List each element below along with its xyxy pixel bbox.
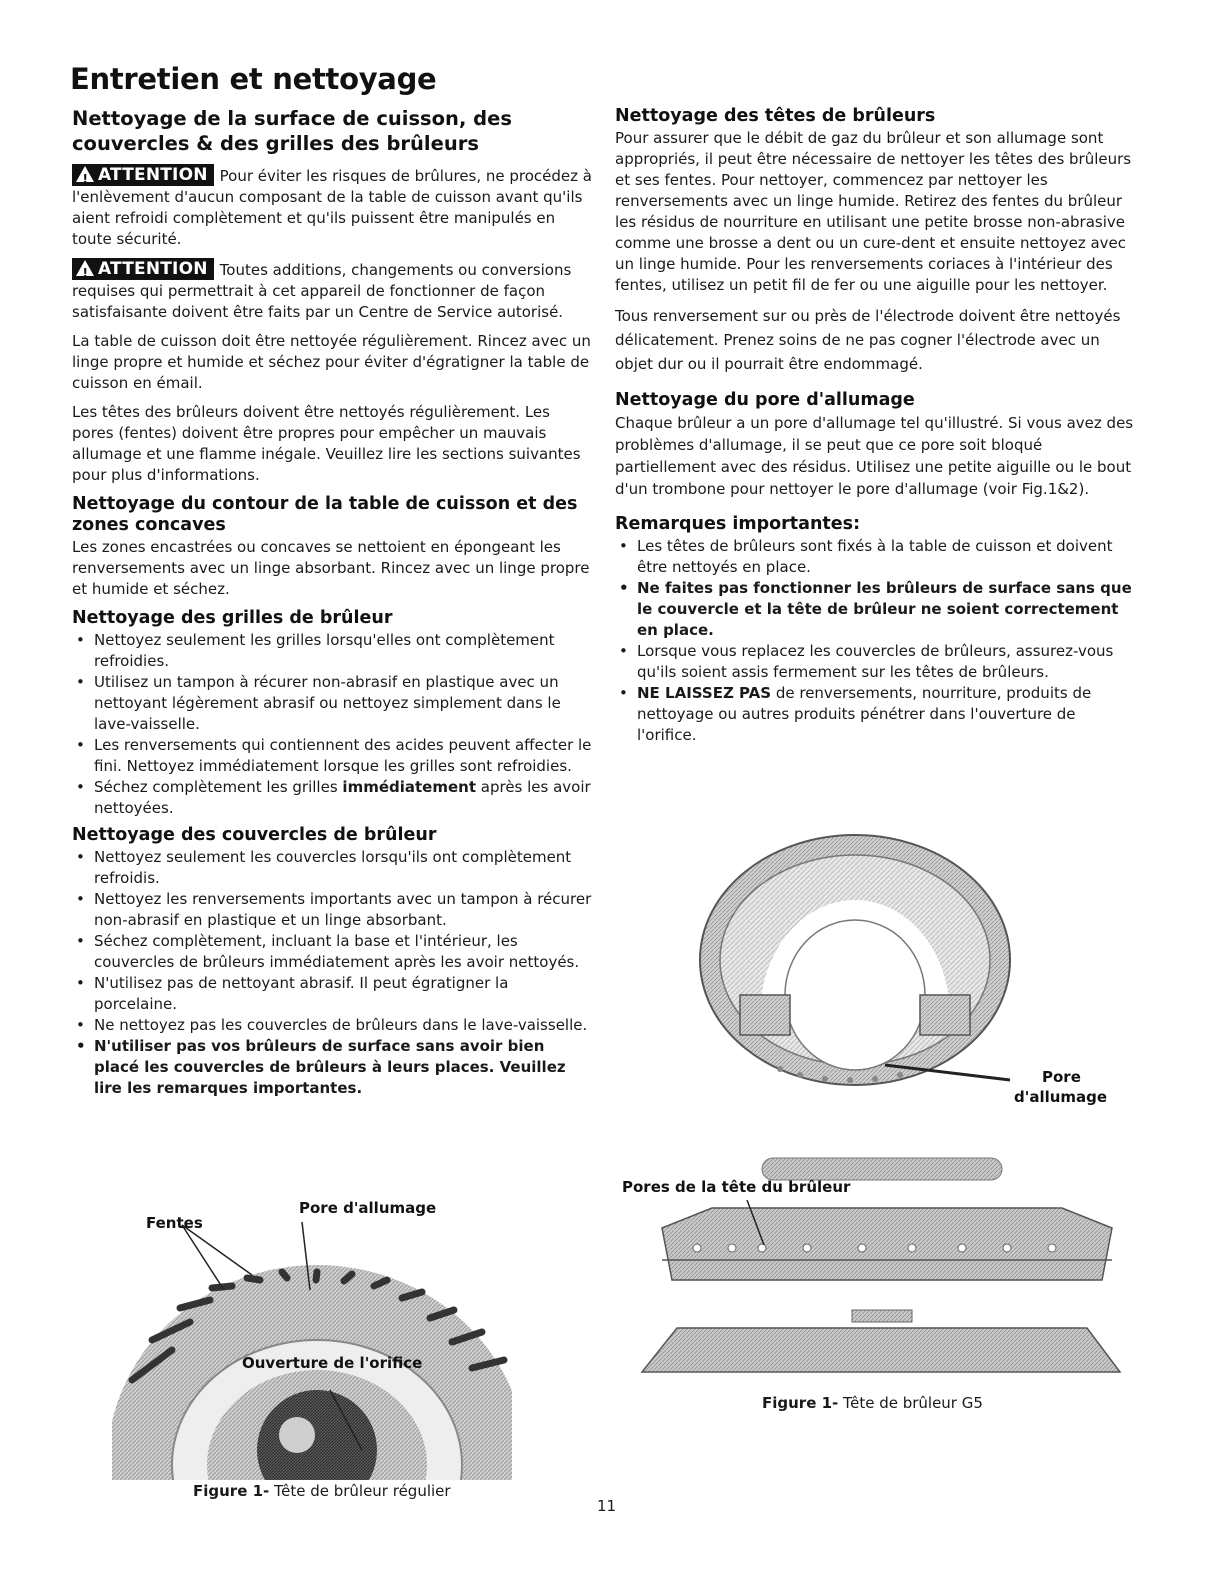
list-item: • Les renversements qui contiennent des acides peuvent affecter le fini. Nettoyez immédiatement lorsque les grilles sont refroidies. [72,735,594,777]
remarques-heading: Remarques importantes: [615,514,861,534]
list-item: • Nettoyez seulement les couvercles lorsqu'ils ont complètement refroidis. [72,847,594,889]
list-item: • NE LAISSEZ PAS de renversements, nourriture, produits de nettoyage ou autres produits pénétrer dans l'ouverture de l'orifice. [615,683,1135,746]
contour-heading: Nettoyage du contour de la table de cuisson et des zones concaves [72,494,578,535]
warning-icon [76,260,94,276]
attention-paragraph-1: !ATTENTION Pour éviter les risques de brûlures, ne procédez à l'enlèvement d'aucun composant de la table de cuisson avant qu'ils aient refroidi complètement et qu'ils puissent être manipulés en toute sécurité. [72,164,594,250]
pores-tete-label: Pores de la tête du brûleur [622,1178,851,1196]
grilles-list [72,630,594,819]
ouverture-label: Ouverture de l'orifice [242,1354,423,1372]
list-item: • Utilisez un tampon à récurer non-abrasif en plastique avec un nettoyant légèrement abrasif ou nettoyez simplement dans le lave-vaisselle. [72,672,594,735]
tetes-heading: Nettoyage des têtes de brûleurs [615,106,936,126]
grilles-heading: Nettoyage des grilles de brûleur [72,608,393,628]
list-item: • Séchez complètement, incluant la base et l'intérieur, les couvercles de brûleurs immédiatement après les avoir nettoyés. [72,931,594,973]
attention-badge: !ATTENTION [72,164,214,186]
tetes-text: Pour assurer que le débit de gaz du brûleur et son allumage sont appropriés, il peut être nécessaire de nettoyer les têtes des brûleurs et ses fentes. Pour nettoyer, commencez par nettoyer les renversements avec un linge humide. Retirez des fentes du brûleur les résidus de nourriture en utilisant une petite brosse non-abrasive comme une brosse a dent ou un cure-dent et ensuite nettoyez avec un linge humide. Pour les renversements coriaces à l'intérieur des fentes, utilisez un petit fil de fer ou une aiguille pour les nettoyer. [615,129,1132,294]
left-column [72,106,594,1105]
list-item: • Ne faites pas fonctionner les brûleurs de surface sans que le couvercle et la tête de brûleur ne soient correctement en place. [615,578,1135,641]
pore-heading: Nettoyage du pore d'allumage [615,390,915,410]
section-heading: Nettoyage de la surface de cuisson, des couvercles & des grilles des brûleurs [72,107,512,155]
list-item: • Nettoyez seulement les grilles lorsqu'elles ont complètement refroidies. [72,630,594,672]
list-item: • N'utilisez pas de nettoyant abrasif. Il peut égratigner la porcelaine. [72,973,594,1015]
paragraph-cleaning: La table de cuisson doit être nettoyée régulièrement. Rincez avec un linge propre et humide et séchez pour éviter d'égratigner la table de cuisson en émail. [72,332,591,392]
couvercles-heading: Nettoyage des couvercles de brûleur [72,825,437,845]
attention-badge: !ATTENTION [72,258,214,280]
list-item: • Les têtes de brûleurs sont fixés à la table de cuisson et doivent être nettoyés en place. [615,536,1135,578]
list-item: • Séchez complètement les grilles immédiatement après les avoir nettoyées. [72,777,594,819]
pore-allumage-label: Pore d'allumage [299,1199,437,1217]
burner-head-figure [112,1200,512,1480]
couvercles-list [72,847,594,1099]
warning-icon [76,166,94,182]
figure-caption-left: Figure 1- Tête de brûleur régulier [193,1482,451,1500]
page-number: 11 [597,1497,617,1515]
attention-paragraph-2: !ATTENTION Toutes additions, changements ou conversions requises qui permettrait à cet appareil de fonctionner de façon satisfaisante doivent être faits par un Centre de Service autorisé. [72,258,594,323]
page-title: Entretien et nettoyage [70,62,437,96]
figure-caption-right: Figure 1- Tête de brûleur G5 [762,1394,983,1412]
pore-label-right-1: Pore [1042,1068,1081,1086]
contour-text: Les zones encastrées ou concaves se nettoient en épongeant les renversements avec un linge absorbant. Rincez avec un linge propre et humide et séchez. [72,538,590,598]
electrode-text: Tous renversement sur ou près de l'électrode doivent être nettoyés délicatement. Prenez soins de ne pas cogner l'électrode avec un objet dur ou il pourrait être endommagé. [615,307,1121,373]
list-item: • Nettoyez les renversements importants avec un tampon à récurer non-abrasif en plastique et un linge absorbant. [72,889,594,931]
paragraph-burner-heads: Les têtes des brûleurs doivent être nettoyés régulièrement. Les pores (fentes) doivent être propres pour empêcher un mauvais allumage et une flamme inégale. Veuillez lire les sections suivantes pour plus d'informations. [72,403,581,484]
remarques-list [615,536,1135,746]
pore-text: Chaque brûleur a un pore d'allumage tel qu'illustré. Si vous avez des problèmes d'allumage, il se peut que ce pore soit bloqué partiellement avec des résidus. Utilisez une petite aiguille ou le bout d'un trombone pour nettoyer le pore d'allumage (voir Fig.1&2). [615,414,1134,498]
pore-label-right-2: d'allumage [1014,1088,1108,1106]
burner-cap-figure [690,825,1030,1095]
right-column [615,106,1135,752]
fentes-label: Fentes [146,1214,203,1232]
list-item: • Lorsque vous replacez les couvercles de brûleurs, assurez-vous qu'ils soient assis fermement sur les têtes de brûleurs. [615,641,1135,683]
list-item: • Ne nettoyez pas les couvercles de brûleurs dans le lave-vaisselle. [72,1015,594,1036]
list-item: • N'utiliser pas vos brûleurs de surface sans avoir bien placé les couvercles de brûleurs à leurs places. Veuillez lire les remarques importantes. [72,1036,594,1099]
